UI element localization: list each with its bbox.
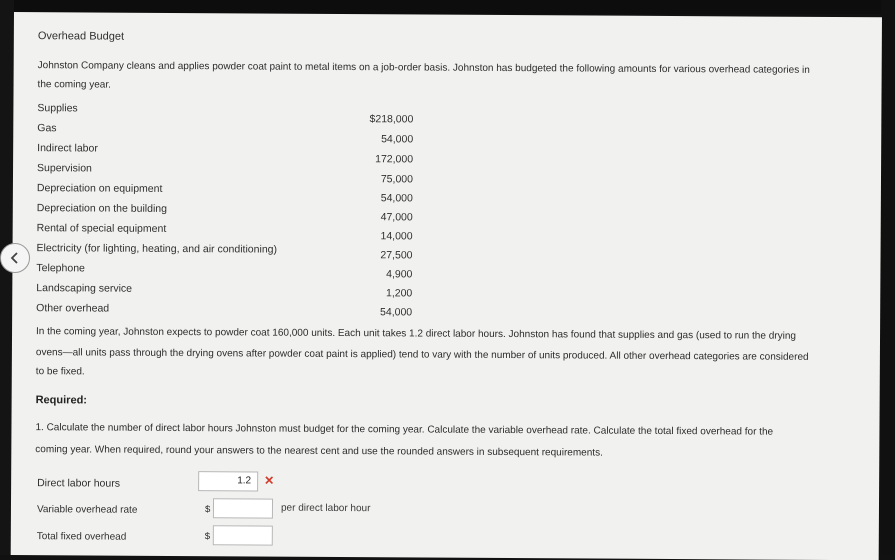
question-text-line-1: 1. Calculate the number of direct labor hours Johnston must budget for the coming year. Calculate the variable overhead rate. Calculate the total fixed overhead for the [35,422,774,438]
question-text-line-2: coming year. When required, round your answers to the nearest cent and use the rounded answers in subsequent requirements. [35,444,603,459]
currency-symbol: $ [204,504,211,516]
budget-item-label: Depreciation on equipment [36,182,163,195]
chevron-left-icon [8,251,22,265]
budget-item-amount: 172,000 [375,153,414,166]
budget-item-label: Landscaping service [36,282,133,295]
intro-text-line-1: Johnston Company cleans and applies powder coat paint to metal items on a job-order basis. Johnston has budgeted the following amounts for various overhead categories in [37,60,810,76]
budget-item-amount: 14,000 [380,230,413,243]
required-heading: Required: [35,394,88,407]
direct-labor-hours-label: Direct labor hours [37,477,121,490]
budget-item-amount: 54,000 [381,133,414,146]
incorrect-x-icon: ✕ [264,473,275,488]
budget-item-amount: 27,500 [380,249,413,262]
budget-item-amount: 54,000 [380,306,413,319]
budget-item-amount: $218,000 [369,113,414,126]
problem-page [11,12,882,560]
budget-item-label: Depreciation on the building [36,202,168,215]
variable-overhead-rate-input[interactable] [213,498,273,518]
budget-item-label: Gas [37,122,57,135]
budget-item-amount: 1,200 [385,287,413,300]
context-text-line-1: In the coming year, Johnston expects to powder coat 160,000 units. Each unit takes 1.2 direct labor hours. Johnston has found that supplies and gas (used to run the drying [36,326,796,342]
context-text-line-2: ovens—all units pass through the drying ovens after powder coat paint is applied) tend to vary with the number of units produced. All other overhead categories are considered [35,347,809,363]
budget-item-amount: 75,000 [380,173,414,186]
direct-labor-hours-input[interactable] [198,471,258,491]
budget-item-amount: 47,000 [380,211,413,224]
page-title: Overhead Budget [37,30,125,43]
total-fixed-overhead-input[interactable] [213,525,273,545]
direct-labor-hours-value: 1.2 [237,475,252,487]
context-text-line-3: to be fixed. [35,366,85,378]
budget-item-label: Telephone [36,262,85,275]
budget-item-label: Indirect labor [37,142,98,155]
monitor-bezel-right [881,0,895,555]
budget-item-label: Supervision [37,162,92,175]
intro-text-line-2: the coming year. [37,79,111,91]
budget-item-label: Rental of special equipment [36,222,167,235]
budget-item-label: Supplies [37,102,78,115]
currency-symbol: $ [204,531,211,543]
variable-overhead-rate-label: Variable overhead rate [36,504,138,516]
budget-item-label: Electricity (for lighting, heating, and air conditioning) [36,242,278,256]
total-fixed-overhead-label: Total fixed overhead [36,531,127,543]
variable-rate-unit-label: per direct labor hour [280,502,371,515]
back-button[interactable] [0,243,30,273]
budget-item-amount: 54,000 [380,192,413,205]
budget-item-amount: 4,900 [386,268,413,281]
budget-item-label: Other overhead [36,302,110,315]
